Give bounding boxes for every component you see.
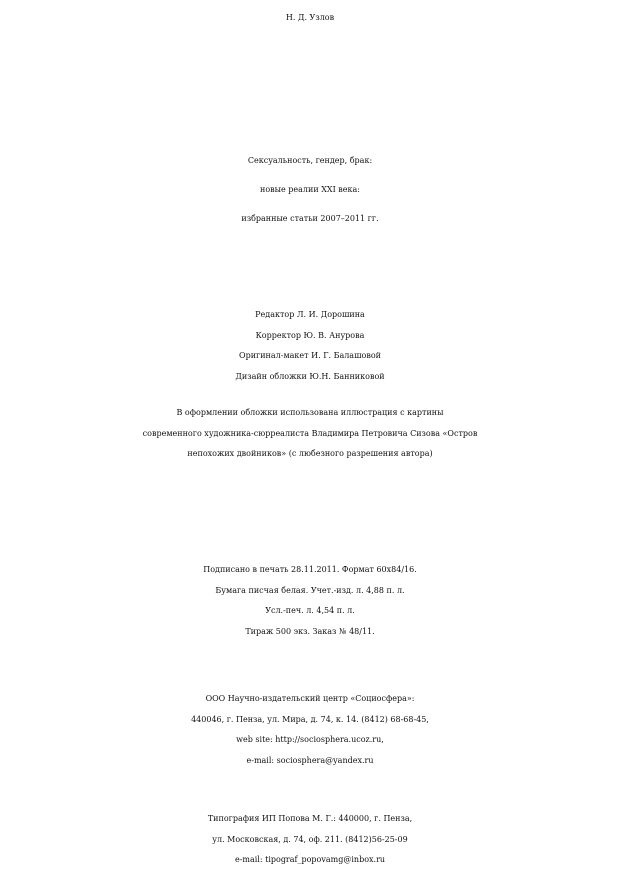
credit-line: Оригинал-макет И. Г. Балашовой — [239, 351, 381, 360]
printer-info — [0, 809, 620, 871]
title-line: избранные статьи 2007–2011 гг. — [241, 214, 379, 223]
title-line: новые реалии XXI века: — [259, 185, 360, 194]
printer-line: Типография ИП Попова М. Г.: 440000, г. Пенза, — [207, 814, 413, 823]
title-line: Сексуальность, гендер, брак: — [247, 156, 373, 165]
credit-line: Дизайн обложки Ю.Н. Банниковой — [235, 371, 385, 381]
publisher-line: e-mail: sociosphera@yandex.ru — [246, 755, 374, 765]
printer-line: ул. Московская, д. 74, оф. 211. (8412)56-25-09 — [212, 834, 408, 844]
author-name — [0, 4, 620, 32]
print-info-line: Тираж 500 экз. Заказ № 48/11. — [245, 626, 375, 636]
print-info — [0, 560, 620, 642]
cover-note — [0, 403, 620, 465]
publisher-line: 440046, г. Пенза, ул. Мира, д. 74, к. 14. (8412) 68-68-45, — [191, 714, 429, 724]
publisher-line: web site: http://sociosphera.ucoz.ru, — [236, 735, 384, 744]
credits-block — [0, 305, 620, 387]
author-line: Н. Д. Узлов — [285, 13, 335, 22]
publisher-line: ООО Научно-издательский центр «Социосфера»: — [205, 694, 415, 703]
print-info-line: Подписано в печать 28.11.2011. Формат 60х84/16. — [203, 565, 417, 574]
printer-line: e-mail: tipograf_popovamg@inbox.ru — [234, 855, 386, 864]
book-title — [0, 146, 620, 233]
credit-line: Корректор Ю. В. Анурова — [255, 330, 365, 340]
print-info-line: Бумага писчая белая. Учет.-изд. л. 4,88 п. л. — [215, 585, 405, 595]
cover-note-line: непохожих двойников» (с любезного разрешения автора) — [187, 449, 433, 458]
cover-note-line: В оформлении обложки использована иллюстрация с картины — [176, 408, 444, 417]
cover-note-line: современного художника-сюрреалиста Владимира Петровича Сизова «Остров — [142, 428, 478, 438]
publisher-info — [0, 689, 620, 771]
credit-line: Редактор Л. И. Дорошина — [255, 310, 365, 319]
print-info-line: Усл.-печ. л. 4,54 п. л. — [265, 606, 355, 615]
